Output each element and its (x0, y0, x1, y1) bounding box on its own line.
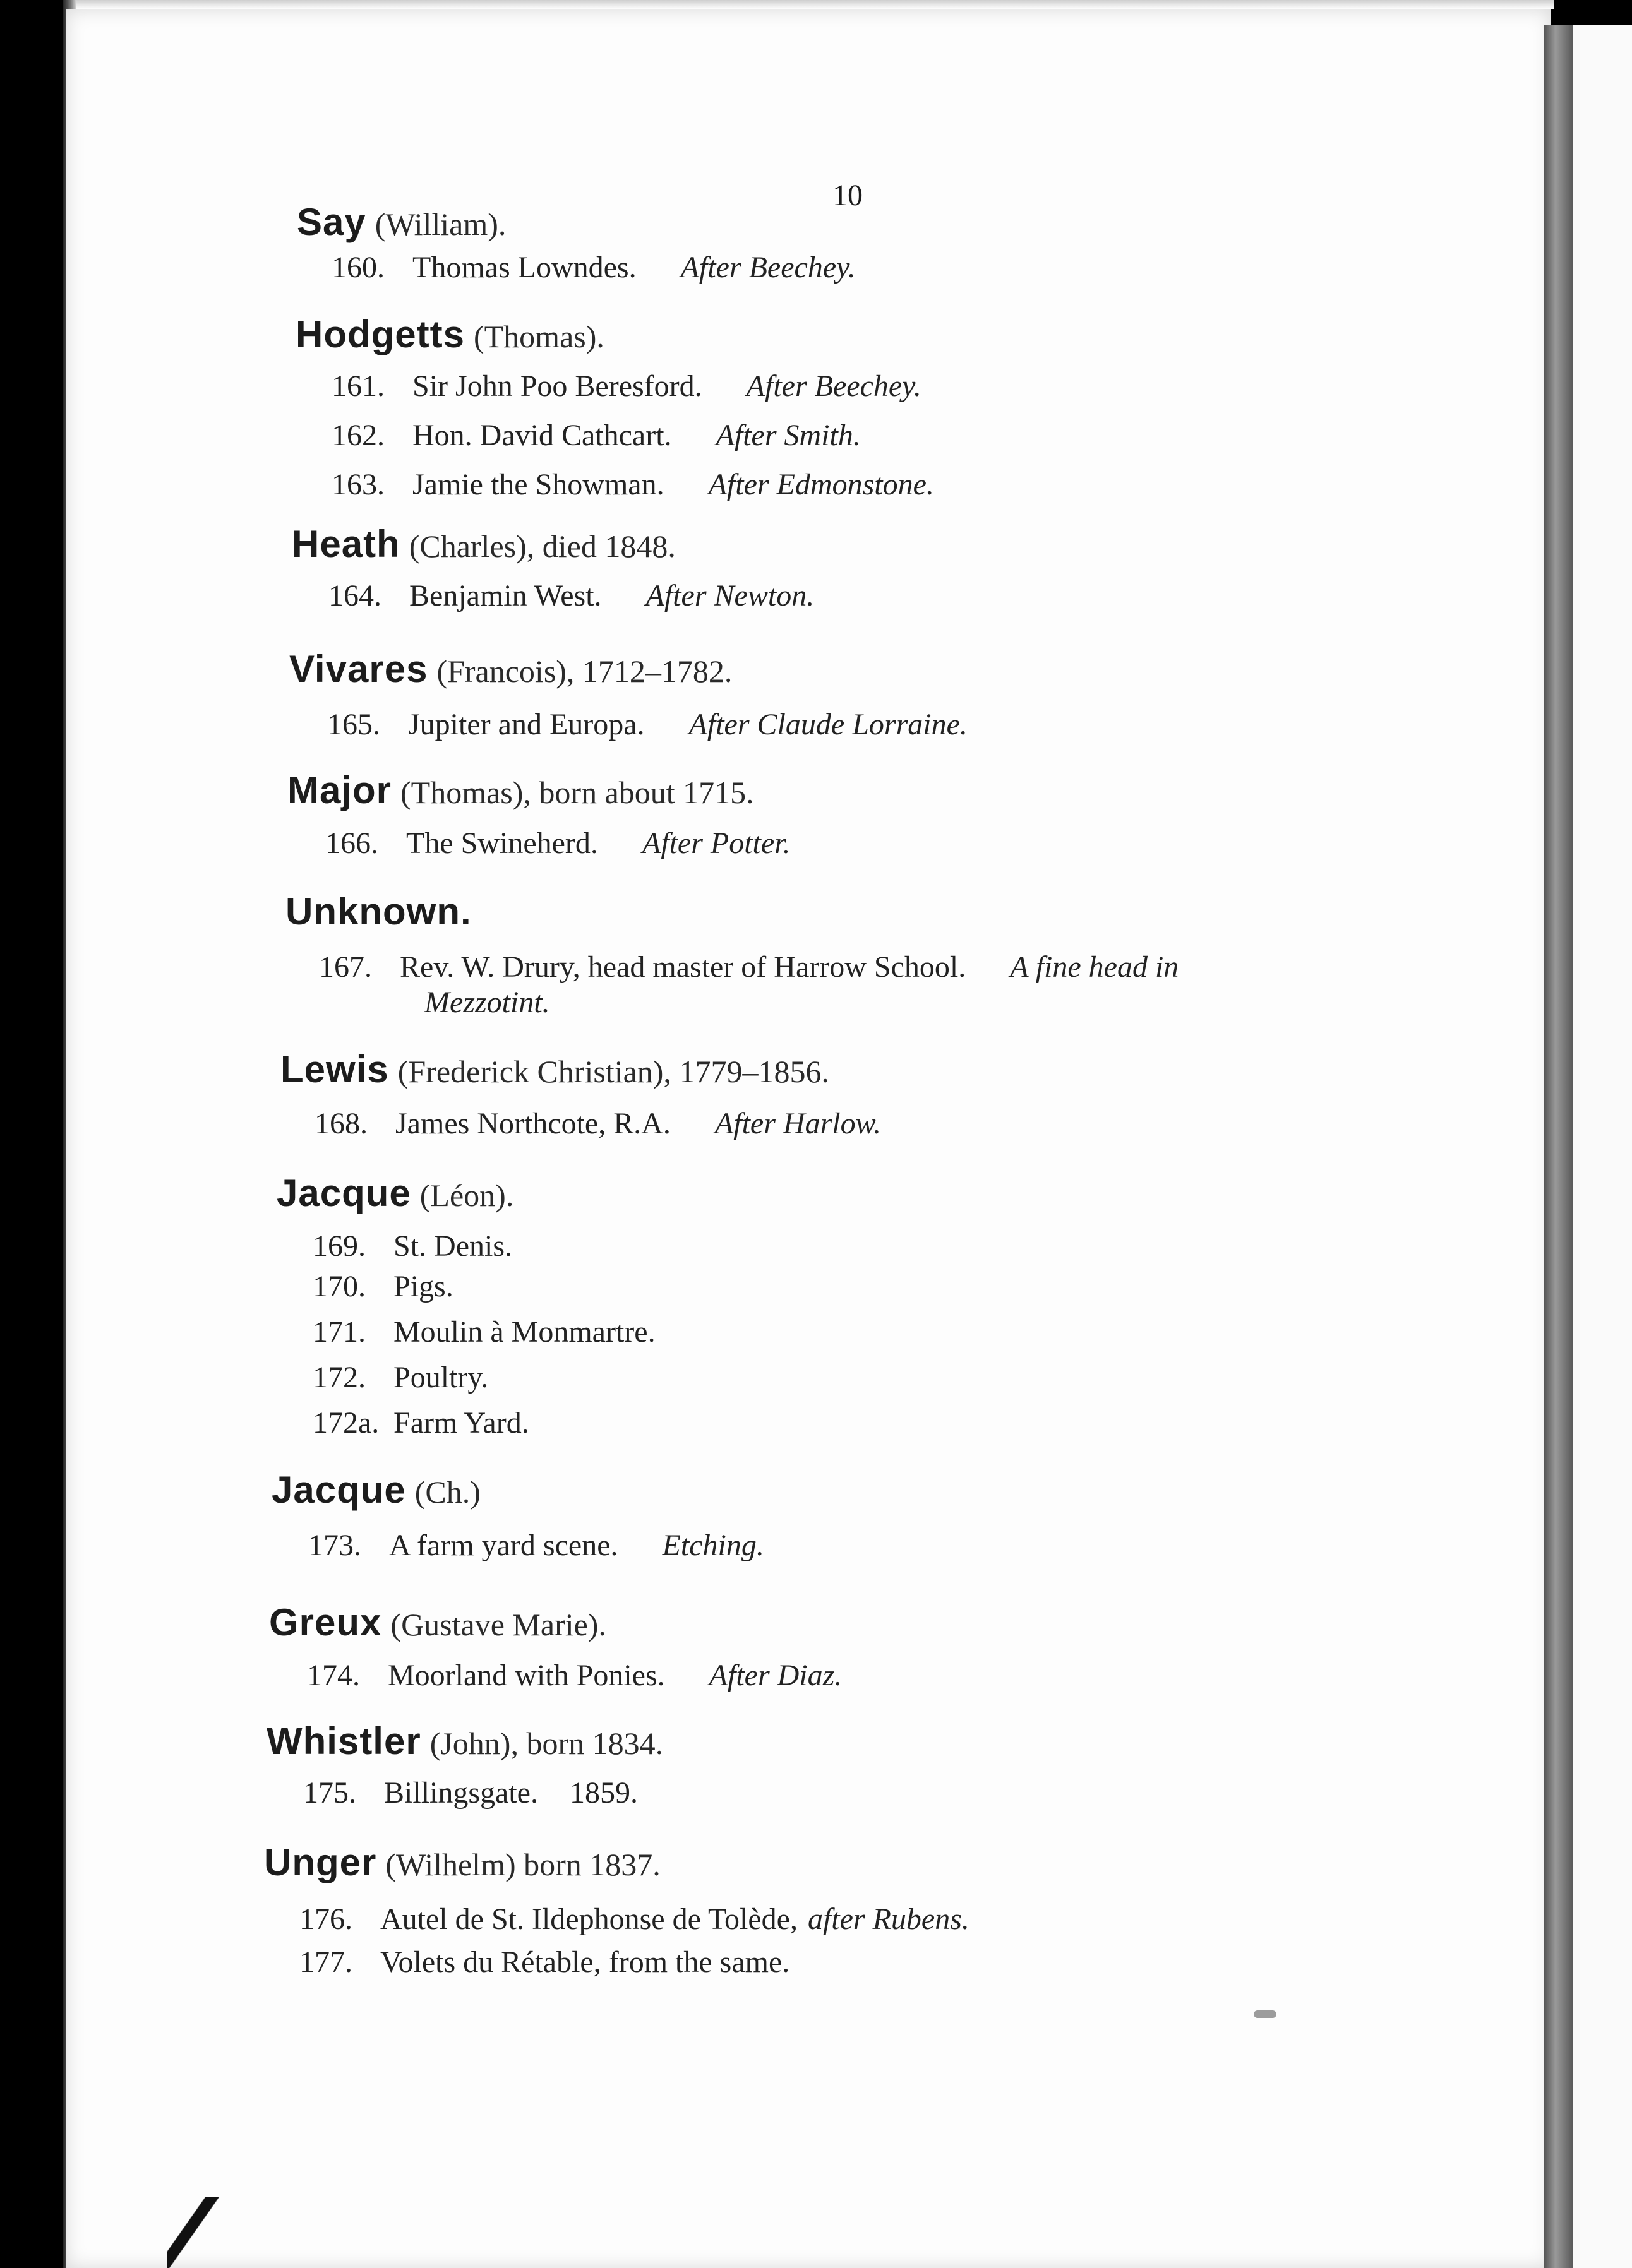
artist-name: Jacque (277, 1172, 411, 1214)
artist-name: Unknown. (285, 890, 472, 933)
entry-number: 169. (313, 1229, 366, 1263)
entry-credit: After Harlow. (714, 1107, 882, 1140)
entry-number: 174. (307, 1659, 360, 1692)
entry-number: 172a. (313, 1406, 380, 1440)
catalog-entry (332, 253, 856, 283)
artist-name: Whistler (267, 1720, 421, 1762)
artist-heading (292, 525, 676, 563)
artist-name: Lewis (280, 1048, 389, 1090)
artist-detail: (Charles), died 1848. (409, 528, 676, 564)
entry-title: Jamie the Showman. (412, 468, 664, 501)
entry-title: Poultry. (393, 1361, 489, 1394)
entry-title: Benjamin West. (409, 579, 602, 612)
entry-number: 176. (299, 1902, 352, 1936)
artist-heading (297, 203, 506, 241)
catalog-entry (307, 1661, 842, 1691)
artist-name: Hodgetts (296, 313, 465, 355)
entry-credit: After Edmonstone. (708, 468, 934, 501)
artist-heading (296, 313, 604, 355)
catalog-entry (313, 1363, 488, 1393)
entry-title: Sir John Poo Beresford. (412, 369, 702, 403)
artist-detail: (William). (375, 206, 507, 242)
artist-heading (287, 769, 754, 811)
artist-heading (264, 1841, 661, 1883)
entry-title: St. Denis. (393, 1229, 513, 1263)
artist-name: Say (297, 201, 366, 243)
entry-number: 165. (327, 708, 380, 741)
catalog-entry (299, 1904, 969, 1935)
entry-credit: After Beechey. (746, 369, 921, 403)
entry-credit: After Claude Lorraine. (688, 708, 968, 741)
entry-number: 161. (332, 369, 385, 403)
catalog-entry (325, 828, 791, 859)
entry-number: 167. (319, 950, 372, 984)
catalog-entry (313, 1408, 529, 1438)
entry-title: Pigs. (393, 1270, 453, 1303)
artist-detail: (Thomas). (473, 319, 604, 354)
artist-detail: (John), born 1834. (429, 1726, 664, 1761)
top-page-edge (76, 0, 1554, 9)
artist-name: Greux (269, 1601, 382, 1644)
artist-heading (285, 890, 472, 933)
adjacent-page-edge (1573, 25, 1632, 2268)
artist-name: Jacque (272, 1469, 406, 1511)
entry-title: James Northcote, R.A. (395, 1107, 671, 1140)
artist-heading (272, 1471, 481, 1509)
entry-title: The Swineherd. (406, 827, 598, 860)
entry-title: Hon. David Cathcart. (412, 419, 672, 452)
entry-number: 168. (315, 1107, 368, 1140)
catalog-entry (319, 952, 1179, 982)
artist-name: Major (287, 769, 392, 811)
catalog-entry (328, 581, 814, 611)
entry-number: 171. (313, 1315, 366, 1349)
entry-title: Autel de St. Ildephonse de Tolède, (380, 1902, 798, 1936)
entry-credit: After Smith. (716, 419, 861, 452)
artist-detail: (Ch.) (414, 1474, 481, 1510)
entry-number: 177. (299, 1945, 352, 1979)
entry-title: A farm yard scene. (389, 1529, 618, 1562)
entry-number: 160. (332, 251, 385, 284)
artist-detail: (Frederick Christian), 1779–1856. (397, 1054, 829, 1089)
catalog-entry (332, 470, 934, 500)
artist-name: Unger (264, 1841, 377, 1883)
entry-number: 163. (332, 468, 385, 501)
scan-corner-mark (167, 2197, 224, 2268)
entry-title: Volets du Rétable, from the same. (380, 1945, 790, 1979)
catalog-entry (313, 1272, 453, 1302)
artist-heading (289, 650, 732, 688)
entry-title: Thomas Lowndes. (412, 251, 637, 284)
page-number: 10 (832, 179, 863, 212)
entry-number: 166. (325, 827, 378, 860)
entry-credit: After Newton. (645, 579, 815, 612)
artist-name: Heath (292, 523, 400, 565)
artist-detail: (Léon). (419, 1178, 514, 1213)
catalog-entry (299, 1947, 789, 1978)
entry-number: 164. (328, 579, 381, 612)
catalog-entry (303, 1778, 638, 1808)
entry-title: Billingsgate. (384, 1776, 538, 1810)
catalog-entry (315, 1109, 881, 1139)
entry-title: Rev. W. Drury, head master of Harrow School. (400, 950, 966, 984)
artist-name: Vivares (289, 648, 428, 690)
entry-credit: After Beechey. (680, 251, 856, 284)
artist-heading (280, 1048, 829, 1090)
catalog-entry (332, 421, 861, 451)
entry-credit: after Rubens. (807, 1902, 969, 1936)
entry-credit: After Potter. (642, 827, 791, 860)
entry-credit: 1859. (569, 1776, 638, 1810)
artist-detail: (Gustave Marie). (390, 1607, 606, 1642)
catalog-entry (332, 371, 921, 402)
entry-number: 175. (303, 1776, 356, 1810)
entry-number: 170. (313, 1270, 366, 1303)
catalog-entry (327, 710, 968, 740)
artist-heading (269, 1601, 606, 1644)
catalog-entry (313, 1317, 656, 1347)
entry-number: 172. (313, 1361, 366, 1394)
entry-continuation: Mezzotint. (424, 986, 550, 1019)
artist-heading (267, 1722, 663, 1760)
catalog-entry (308, 1531, 764, 1561)
artist-detail: (Thomas), born about 1715. (400, 775, 754, 810)
entry-title: Moorland with Ponies. (388, 1659, 665, 1692)
artist-detail: (Francois), 1712–1782. (436, 654, 733, 689)
entry-credit: Etching. (662, 1529, 764, 1562)
entry-title: Farm Yard. (393, 1406, 529, 1440)
entry-credit: After Diaz. (709, 1659, 843, 1692)
book-spine-shadow (1544, 25, 1573, 2268)
entry-number: 173. (308, 1529, 361, 1562)
entry-credit: A fine head in (1010, 950, 1179, 984)
artist-heading (277, 1174, 513, 1212)
ink-smudge (1254, 2010, 1276, 2018)
artist-detail: (Wilhelm) born 1837. (385, 1847, 661, 1882)
entry-title: Moulin à Monmartre. (393, 1315, 656, 1349)
entry-title: Jupiter and Europa. (408, 708, 645, 741)
catalog-entry (313, 1231, 512, 1262)
entry-number: 162. (332, 419, 385, 452)
